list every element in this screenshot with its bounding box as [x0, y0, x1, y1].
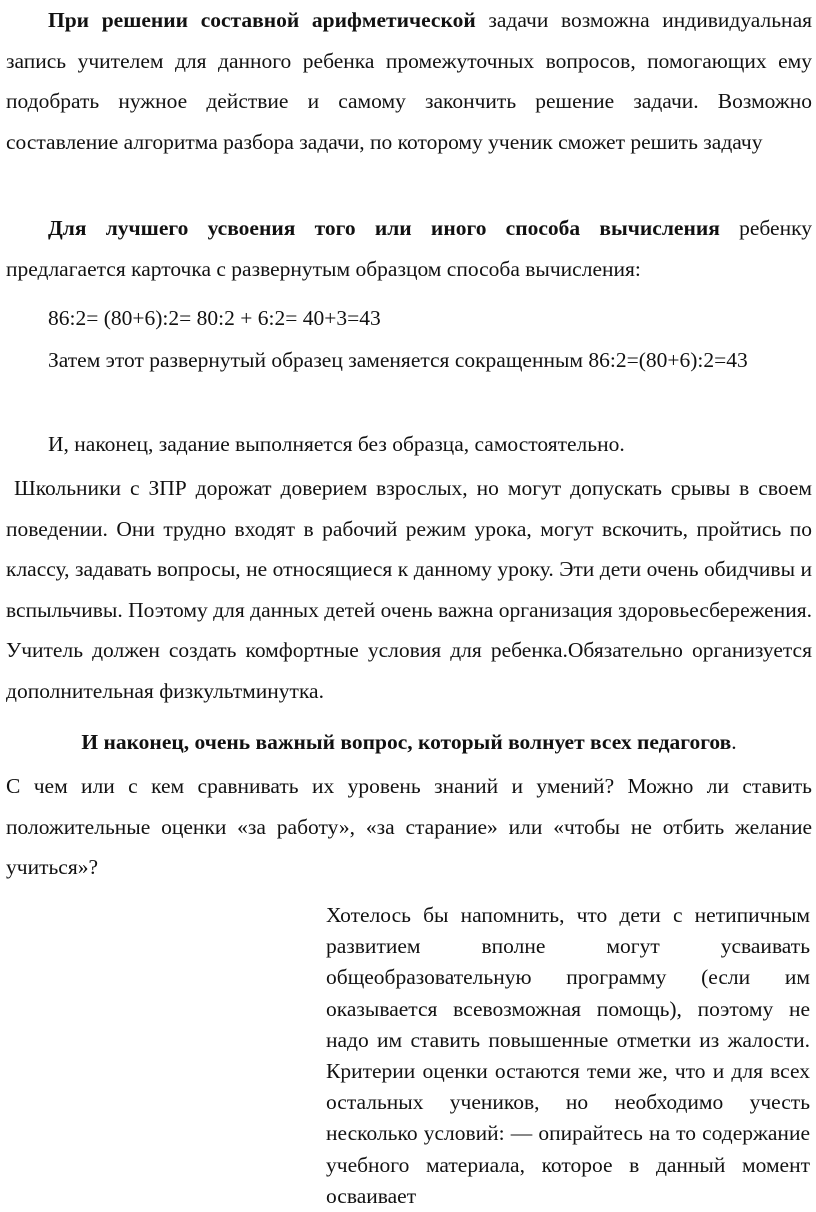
example-expanded: 86:2= (80+6):2= 80:2 + 6:2= 40+3=43 [48, 306, 381, 330]
paragraph-important-question [6, 722, 812, 763]
paragraph-lead-bold: И наконец, очень важный вопрос, который волнует всех педагогов [81, 730, 732, 754]
text-box-reminder: Хотелось бы напомнить, что дети с нетипичным развитием вполне могут усваивать общеобразовательную программу (если им оказывается всевозможная помощь), поэтому не надо им ставить повышенные отметки из жалости. Критерии оценки остаются теми же, что и для всех остальных учеников, но необходимо учесть несколько условий: — опирайтесь на то содержание учебного материала, которое в данный момент осваивает [326, 903, 810, 1208]
paragraph-composite-task [6, 0, 812, 162]
paragraph-lead-bold: При решении составной арифметической [48, 8, 476, 32]
paragraph-text: . [731, 730, 737, 754]
paragraph-short-example: Затем этот развернутый образец заменяется сокращенным 86:2=(80+6):2=43 [48, 348, 748, 372]
paragraph-grading-question: С чем или с кем сравнивать их уровень знаний и умений? Можно ли ставить положительные оценки «за работу», «за старание» или «чтобы не отбить желание учиться»? [6, 774, 812, 880]
paragraph-independent-task: И, наконец, задание выполняется без образца, самостоятельно. [48, 432, 625, 456]
paragraph-text: ребенку предлагается карточка с развернутым образцом способа вычисления: [6, 216, 812, 281]
paragraph-text: задачи возможна индивидуальная запись учителем для данного ребенка промежуточных вопросов, помогающих ему подобрать нужное действие и самому закончить решение задачи. Возможно составление алгоритма разбора задачи, по которому ученик сможет решить задачу [6, 8, 812, 154]
paragraph-zpr-students: Школьники с ЗПР дорожат доверием взрослых, но могут допускать срывы в своем поведении. Они трудно входят в рабочий режим урока, могут вскочить, пройтись по классу, задавать вопросы, не относящиеся к данному уроку. Эти дети очень обидчивы и вспыльчивы. Поэтому для данных детей очень важна организация здоровьесбережения. Учитель должен создать комфортные условия для ребенка.Обязательно организуется дополнительная физкультминутка. [6, 476, 812, 703]
paragraph-calculation-method [6, 208, 812, 289]
paragraph-lead-bold: Для лучшего усвоения того или иного способа вычисления [48, 216, 720, 240]
